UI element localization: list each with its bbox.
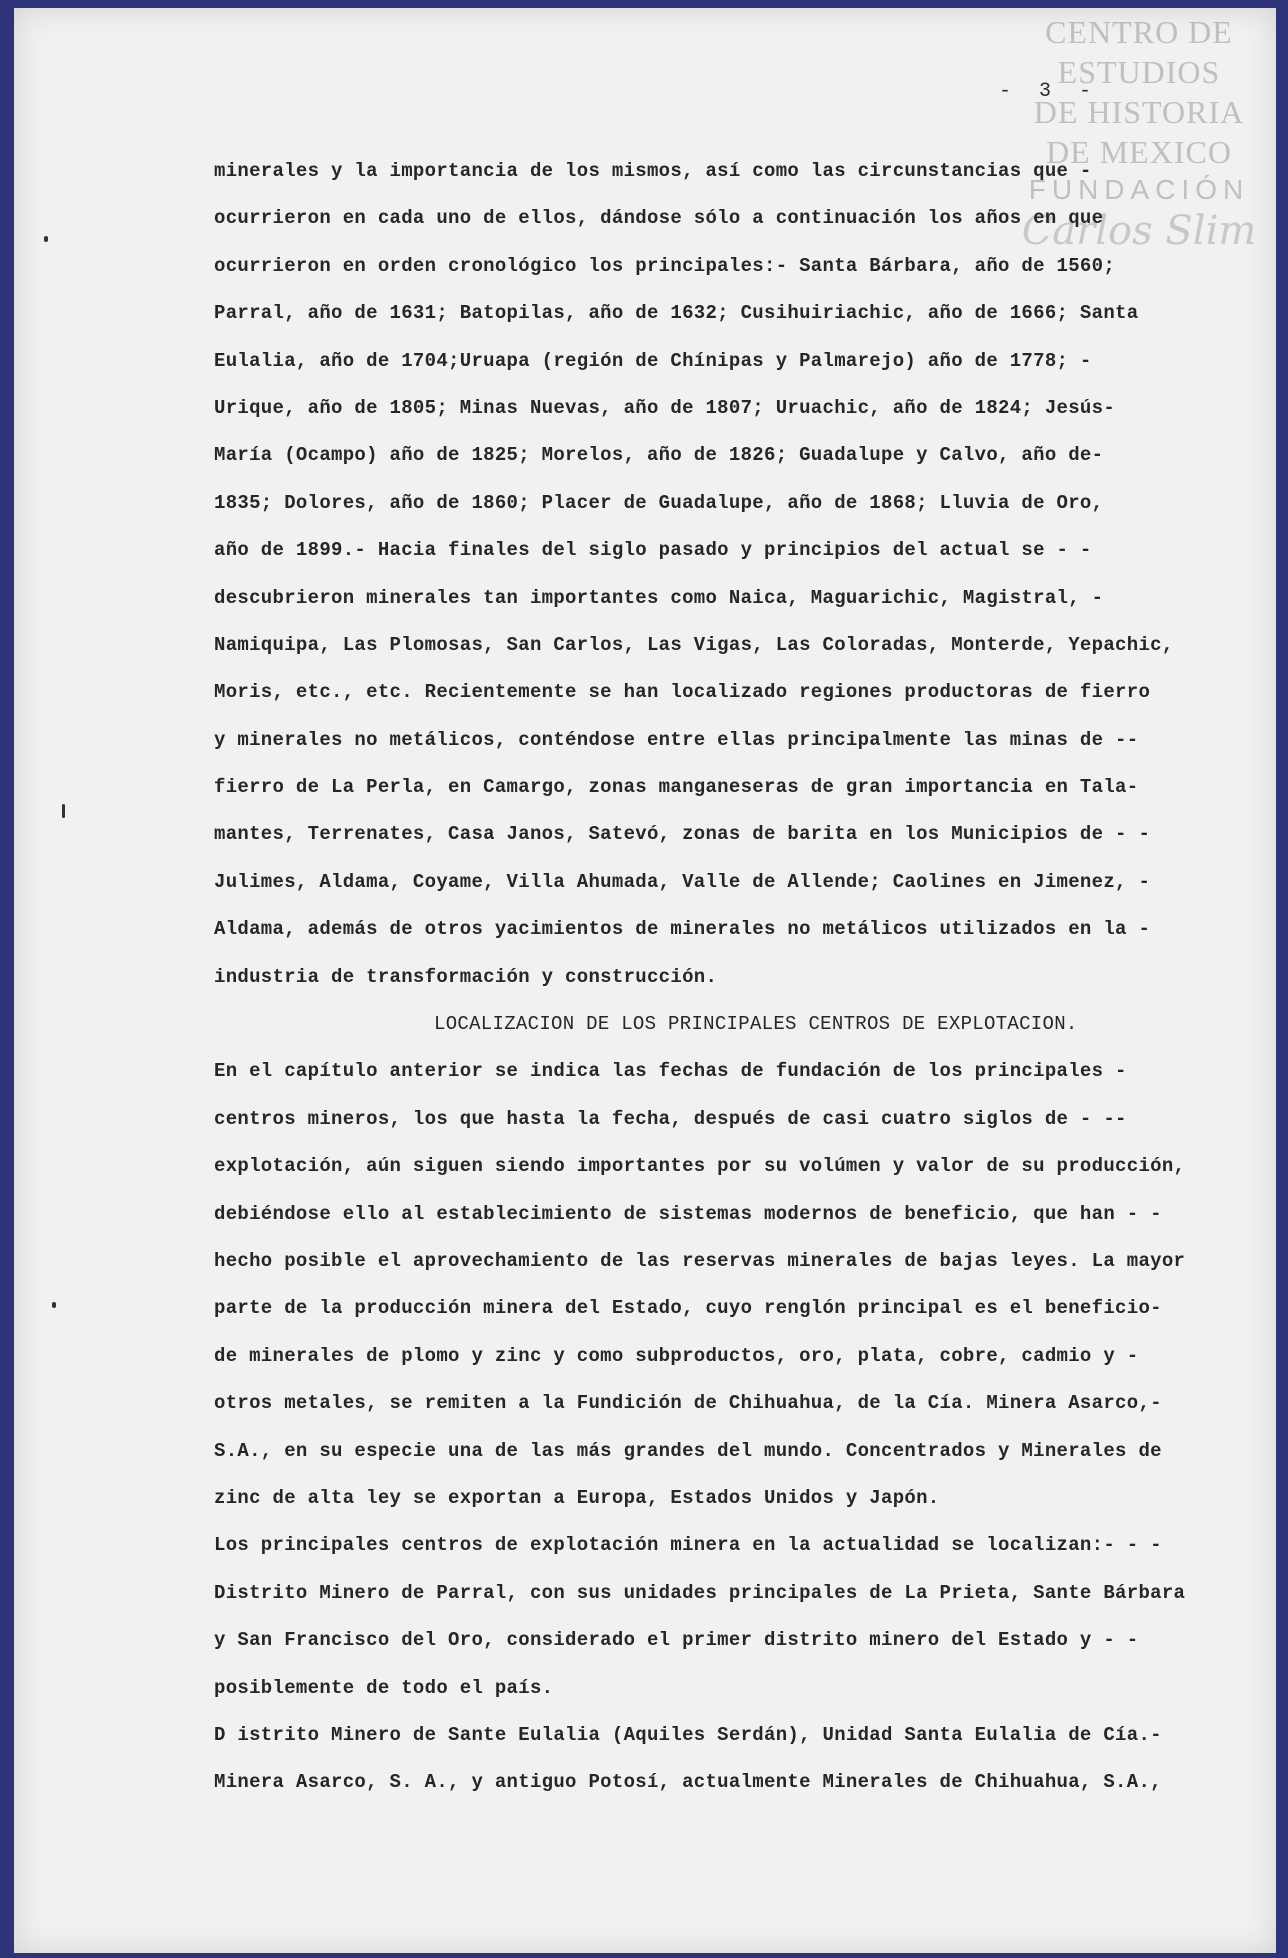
text-line: Los principales centros de explotación minera en la actualidad se localizan:- - - <box>214 1534 1162 1557</box>
text-line: descubrieron minerales tan importantes como Naica, Maguarichic, Magistral, - <box>214 586 1104 609</box>
watermark-line: DE MEXICO <box>1046 134 1232 170</box>
page-number: - 3 - <box>999 80 1100 103</box>
text-line: mantes, Terrenates, Casa Janos, Satevó, zonas de barita en los Municipios de - - <box>214 823 1151 846</box>
text-line: parte de la producción minera del Estado, cuyo renglón principal es el beneficio- <box>214 1297 1162 1320</box>
text-line: Distrito Minero de Parral, con sus unidades principales de La Prieta, Sante Bárbara <box>214 1581 1186 1604</box>
text-line: hecho posible el aprovechamiento de las reservas minerales de bajas leyes. La mayor <box>214 1249 1186 1272</box>
text-line: ocurrieron en orden cronológico los principales:- Santa Bárbara, año de 1560; <box>214 254 1116 277</box>
text-line: de minerales de plomo y zinc y como subproductos, oro, plata, cobre, cadmio y - <box>214 1344 1139 1367</box>
text-line: industria de transformación y construcción. <box>214 965 718 988</box>
text-line: Moris, etc., etc. Recientemente se han localizado regiones productoras de fierro <box>214 681 1151 704</box>
text-line: otros metales, se remiten a la Fundición de Chihuahua, de la Cía. Minera Asarco,- <box>214 1392 1162 1415</box>
text-line: Eulalia, año de 1704;Uruapa (región de Chínipas y Palmarejo) año de 1778; - <box>214 349 1092 372</box>
watermark-line: FUNDACIÓN <box>1028 174 1250 205</box>
text-line: Parral, año de 1631; Batopilas, año de 1632; Cusihuiriachic, año de 1666; Santa <box>214 302 1139 325</box>
text-line: Julimes, Aldama, Coyame, Villa Ahumada, Valle de Allende; Caolines en Jimenez, - <box>214 870 1151 893</box>
text-line: debiéndose ello al establecimiento de sistemas modernos de beneficio, que han - - <box>214 1202 1162 1225</box>
text-line: Aldama, además de otros yacimientos de minerales no metálicos utilizados en la - <box>214 918 1151 941</box>
text-line: año de 1899.- Hacia finales del siglo pasado y principios del actual se - - <box>214 539 1092 562</box>
section-heading: LOCALIZACION DE LOS PRINCIPALES CENTROS DE EXPLOTACION. <box>434 1013 1078 1036</box>
watermark-line: CENTRO DE <box>1045 14 1233 50</box>
text-line: explotación, aún siguen siendo importantes por su volúmen y valor de su producción, <box>214 1155 1186 1178</box>
watermark-line: ESTUDIOS <box>1057 54 1221 90</box>
text-line: y San Francisco del Oro, considerado el primer distrito minero del Estado y - - <box>214 1629 1139 1652</box>
punch-mark <box>62 804 65 818</box>
text-line: centros mineros, los que hasta la fecha, después de casi cuatro siglos de - -- <box>214 1107 1127 1130</box>
text-line: ocurrieron en cada uno de ellos, dándose sólo a continuación los años en que <box>214 207 1104 230</box>
document-page <box>14 8 1276 1953</box>
text-line: Urique, año de 1805; Minas Nuevas, año de 1807; Uruachic, año de 1824; Jesús- <box>214 396 1116 419</box>
text-line: Minera Asarco, S. A., y antiguo Potosí, actualmente Minerales de Chihuahua, S.A., <box>214 1771 1162 1794</box>
text-line: 1835; Dolores, año de 1860; Placer de Guadalupe, año de 1868; Lluvia de Oro, <box>214 491 1104 514</box>
watermark-signature: Carlos Slim <box>1021 208 1257 254</box>
text-line: posiblemente de todo el país. <box>214 1676 554 1699</box>
text-line: Namiquipa, Las Plomosas, San Carlos, Las Vigas, Las Coloradas, Monterde, Yepachic, <box>214 633 1174 656</box>
text-line: fierro de La Perla, en Camargo, zonas manganeseras de gran importancia en Tala- <box>214 776 1139 799</box>
punch-mark <box>44 236 48 242</box>
text-line: minerales y la importancia de los mismos, así como las circunstancias que - <box>214 160 1092 182</box>
text-line: María (Ocampo) año de 1825; Morelos, año de 1826; Guadalupe y Calvo, año de- <box>214 444 1104 467</box>
watermark-line: DE HISTORIA <box>1033 94 1245 130</box>
text-line: D istrito Minero de Sante Eulalia (Aquiles Serdán), Unidad Santa Eulalia de Cía.- <box>214 1723 1162 1746</box>
punch-mark <box>52 1302 56 1308</box>
text-line: En el capítulo anterior se indica las fechas de fundación de los principales - <box>214 1060 1127 1083</box>
text-line: zinc de alta ley se exportan a Europa, Estados Unidos y Japón. <box>214 1486 940 1509</box>
text-line: y minerales no metálicos, conténdose entre ellas principalmente las minas de -- <box>214 728 1139 751</box>
text-line: S.A., en su especie una de las más grandes del mundo. Concentrados y Minerales de <box>214 1439 1162 1462</box>
document-body <box>214 148 1234 1807</box>
